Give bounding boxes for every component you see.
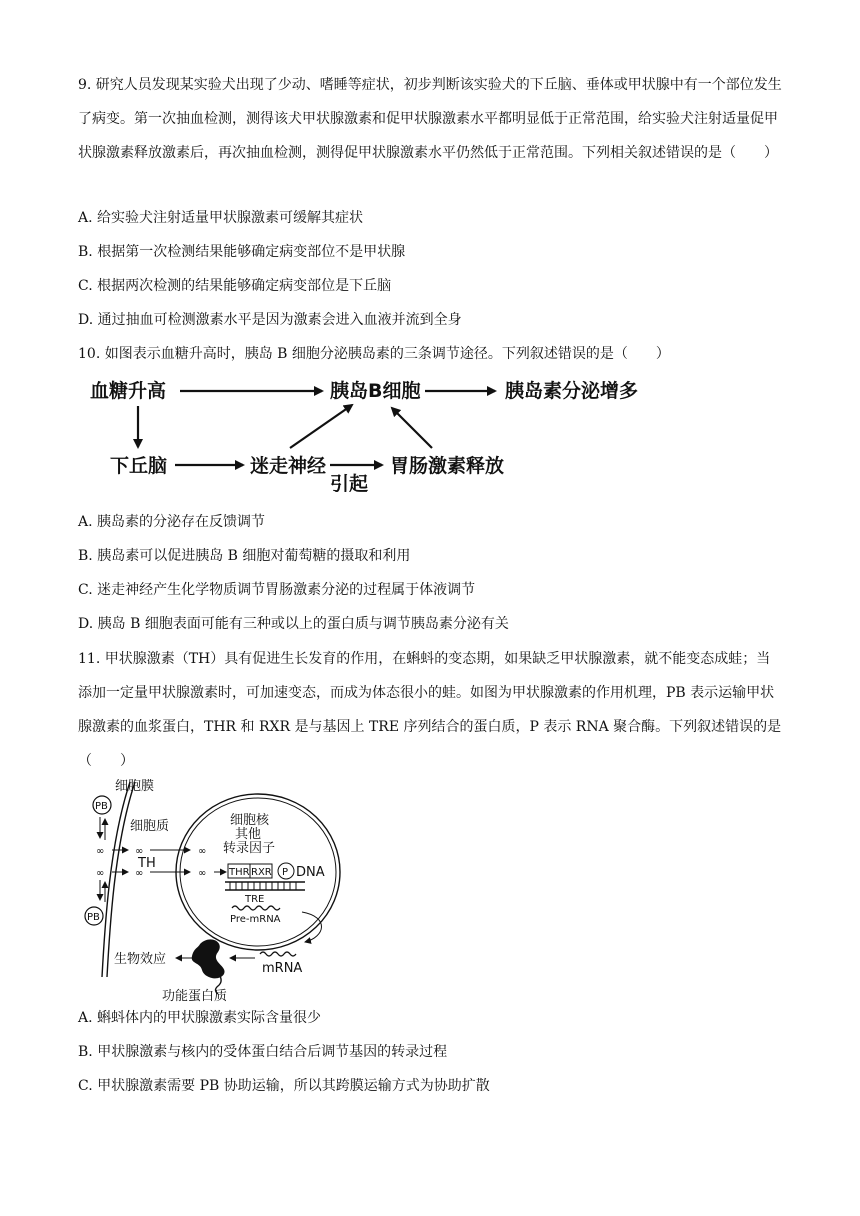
label-effect: 生物效应 xyxy=(114,952,167,967)
q10-option-d: D. 胰岛 B 细胞表面可能有三种或以上的蛋白质与调节胰岛素分泌有关 xyxy=(78,616,509,632)
node-gut-hormone: 胃肠激素释放 xyxy=(390,455,505,477)
label-thr: THR xyxy=(229,867,250,878)
node-hypothalamus: 下丘脑 xyxy=(110,455,168,477)
th-in-nucleus-2: ∞ xyxy=(198,868,207,879)
th-in-nucleus-1: ∞ xyxy=(198,846,207,857)
node-beta-cell: 胰岛B细胞 xyxy=(330,380,421,402)
mrna-wave xyxy=(260,952,296,956)
label-mrna: mRNA xyxy=(262,961,303,976)
q10-stem: 10. 如图表示血糖升高时，胰岛 B 细胞分泌胰岛素的三条调节途径。下列叙述错误的是（ ） xyxy=(78,346,670,362)
label-pb-top: PB xyxy=(95,801,108,812)
label-th: TH xyxy=(138,856,156,871)
protein-shape xyxy=(192,939,225,978)
label-pre-mrna: Pre-mRNA xyxy=(230,914,281,925)
arrow-gut-to-beta xyxy=(392,408,432,448)
node-insulin: 胰岛素分泌增多 xyxy=(505,380,639,402)
q10-option-a: A. 胰岛素的分泌存在反馈调节 xyxy=(78,514,266,530)
q10-option-c: C. 迷走神经产生化学物质调节胃肠激素分泌的过程属于体液调节 xyxy=(78,582,476,598)
label-rxr: RXR xyxy=(251,867,272,878)
label-pb-bottom: PB xyxy=(87,912,100,923)
arrow-vagus-to-beta xyxy=(290,405,352,448)
label-p: P xyxy=(282,867,289,878)
q9-option-a: A. 给实验犬注射适量甲状腺激素可缓解其症状 xyxy=(78,210,364,226)
q11-option-b: B. 甲状腺激素与核内的受体蛋白结合后调节基因的转录过程 xyxy=(78,1044,448,1060)
q9-option-b: B. 根据第一次检测结果能够确定病变部位不是甲状腺 xyxy=(78,244,406,260)
q9-stem: 9. 研究人员发现某实验犬出现了少动、嗜睡等症状，初步判断该实验犬的下丘脑、垂体或甲状腺中有一个部位发生了病变。第一次抽血检测，测得该犬甲状腺激素和促甲状腺激素水平都明显低于正常范围，给实验犬注射适量促甲状腺激素释放激素后，再次抽血检测，测得促甲状腺激素水平仍然低于正常范围。下列相关叙述错误的是（ ） xyxy=(78,77,782,161)
export-arrow xyxy=(302,912,322,942)
q10-flow-diagram xyxy=(80,372,680,492)
label-cytoplasm: 细胞质 xyxy=(130,819,170,834)
th-molecule-3: ∞ xyxy=(96,868,105,879)
q9-option-d: D. 通过抽血可检测激素水平是因为激素会进入血液并流到全身 xyxy=(78,312,462,328)
cell-membrane-line-inner xyxy=(107,782,135,977)
q9-option-c: C. 根据两次检测的结果能够确定病变部位是下丘脑 xyxy=(78,278,392,294)
label-other: 其他 xyxy=(235,827,262,842)
q11-mechanism-diagram xyxy=(80,772,360,1007)
node-blood-sugar: 血糖升高 xyxy=(90,380,167,402)
label-cause: 引起 xyxy=(330,473,369,492)
label-dna: DNA xyxy=(296,865,325,880)
label-functional-protein: 功能蛋白质 xyxy=(162,989,228,1004)
q11-option-a: A. 蝌蚪体内的甲状腺激素实际含量很少 xyxy=(78,1010,322,1026)
q10-option-b: B. 胰岛素可以促进胰岛 B 细胞对葡萄糖的摄取和利用 xyxy=(78,548,411,564)
dna-rungs xyxy=(230,882,296,890)
label-transcription-factor: 转录因子 xyxy=(223,841,276,856)
pre-mrna-wave xyxy=(232,906,280,910)
q11-stem: 11. 甲状腺激素（TH）具有促进生长发育的作用，在蝌蚪的变态期，如果缺乏甲状腺激素，就不能变态成蛙；当添加一定量甲状腺激素时，可加速变态，而成为体态很小的蛙。如图为甲状腺激素的作用机理，PB 表示运输甲状腺激素的血浆蛋白，THR 和 RXR 是与基因上 TRE 序列结合的蛋白质，P 表示 RNA 聚合酶。下列叙述错误的是（ ） xyxy=(78,651,782,769)
label-membrane: 细胞膜 xyxy=(115,779,155,794)
dna-strand xyxy=(225,882,305,890)
th-molecule-1: ∞ xyxy=(96,846,105,857)
node-vagus: 迷走神经 xyxy=(250,455,327,477)
q11-option-c: C. 甲状腺激素需要 PB 协助运输，所以其跨膜运输方式为协助扩散 xyxy=(78,1078,490,1094)
th-molecule-4: ∞ xyxy=(135,868,144,879)
th-molecule-2: ∞ xyxy=(135,846,144,857)
label-tre: TRE xyxy=(245,894,265,905)
label-nucleus: 细胞核 xyxy=(230,813,270,828)
